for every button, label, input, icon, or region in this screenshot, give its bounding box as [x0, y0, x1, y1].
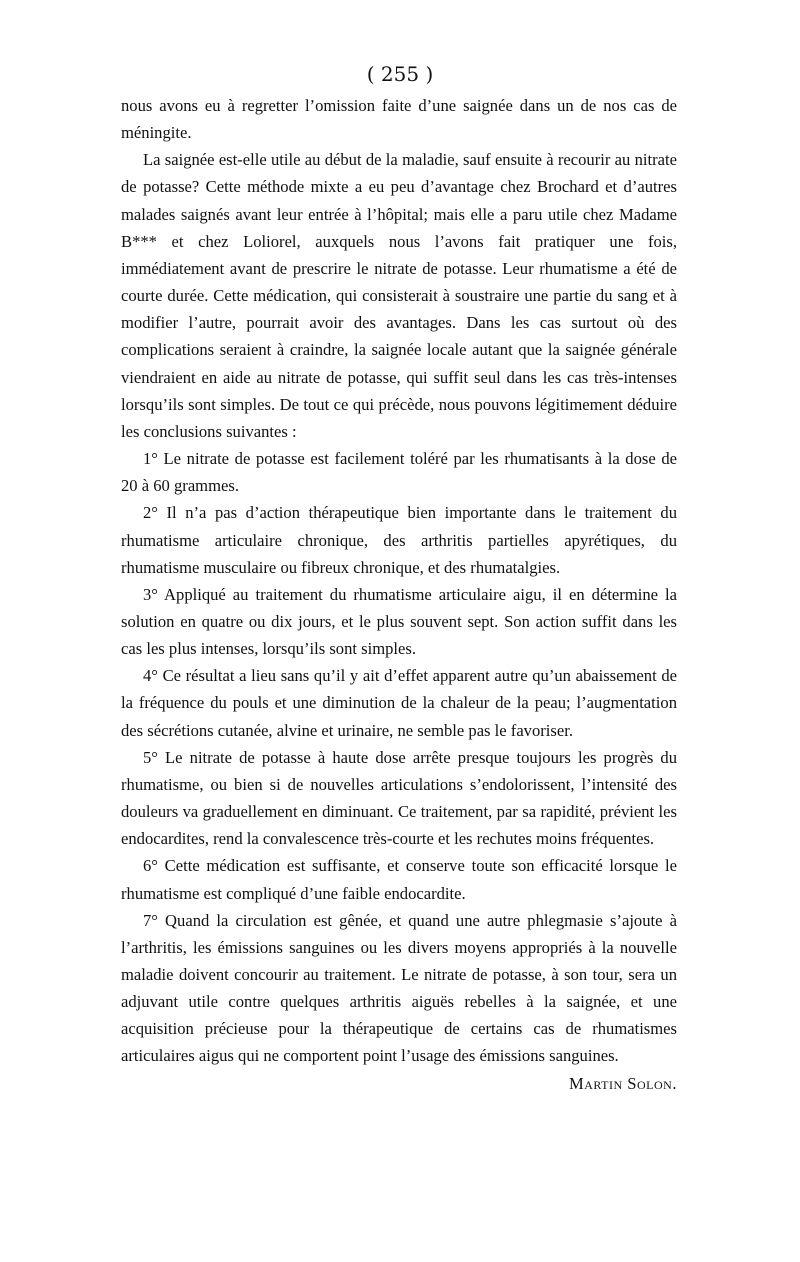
body-text — [121, 92, 677, 1097]
conclusion-1: 1° Le nitrate de potasse est facilement toléré par les rhumatisants à la dose de 20 à 60 grammes. — [121, 449, 677, 496]
paragraph-saignee-question: La saignée est-elle utile au début de la maladie, sauf ensuite à recourir au nitrate de potasse? Cette méthode mixte a eu peu d’avantage chez Brochard et d’autres malades saignés avant leur entrée à l’hôpital; mais elle a paru utile chez Madame B*** et chez Loliorel, auxquels nous l’avons fait pratiquer une fois, immédiatement avant de prescrire le nitrate de potasse. Leur rhumatisme a été de courte durée. Cette médication, qui consisterait à soustraire une partie du sang et à modifier l’autre, pourrait avoir des avantages. Dans les cas surtout où des complications seraient à craindre, la saignée locale autant que la saignée générale viendraient en aide au nitrate de potasse, qui suffit seul dans les cas très-intenses lorsqu’ils sont simples. De tout ce qui précède, nous pouvons légitimement déduire les conclusions suivantes : — [121, 150, 677, 441]
conclusion-4: 4° Ce résultat a lieu sans qu’il y ait d’effet apparent autre qu’un abaissement de la fréquence du pouls et une diminution de la chaleur de la peau; l’augmentation des sécrétions cutanée, alvine et urinaire, ne semble pas le favoriser. — [121, 666, 677, 740]
conclusion-5: 5° Le nitrate de potasse à haute dose arrête presque toujours les progrès du rhumatisme, ou bien si de nouvelles articulations s’endolorissent, l’intensité des douleurs va graduellement en diminuant. Ce traitement, par sa rapidité, prévient les endocardites, rend la convalescence très-courte et les rechutes moins fréquentes. — [121, 747, 677, 849]
conclusion-2: 2° Il n’a pas d’action thérapeutique bien importante dans le traitement du rhumatisme articulaire chronique, des arthritis partielles apyrétiques, du rhumatisme musculaire ou fibreux chronique, et des rhumatalgies. — [121, 503, 677, 577]
conclusion-3: 3° Appliqué au traitement du rhumatisme articulaire aigu, il en détermine la solution en quatre ou dix jours, et le plus souvent sept. Son action suffit dans les cas les plus intenses, lorsqu’ils sont simples. — [121, 584, 677, 659]
paragraph-continuation: nous avons eu à regretter l’omission faite d’une saignée dans un de nos cas de méningite. — [121, 96, 677, 143]
page-number: ( 255 ) — [366, 62, 434, 86]
conclusion-6: 6° Cette médication est suffisante, et conserve toute son efficacité lorsque le rhumatisme est compliqué d’une faible endocardite. — [121, 856, 677, 903]
author-signature: Martin Solon. — [568, 1073, 677, 1093]
conclusion-7: 7° Quand la circulation est gênée, et quand une autre phlegmasie s’ajoute à l’arthritis, les émissions sanguines ou les divers moyens appropriés à la nouvelle maladie doivent concourir au traitement. Le nitrate de potasse, à son tour, sera un adjuvant utile contre quelques arthritis aiguës rebelles à la saignée, et une acquisition précieuse pour la thérapeutique de certains cas de rhumatismes articulaires aigus qui ne comportent point l’usage des émissions sanguines. — [121, 910, 677, 1066]
